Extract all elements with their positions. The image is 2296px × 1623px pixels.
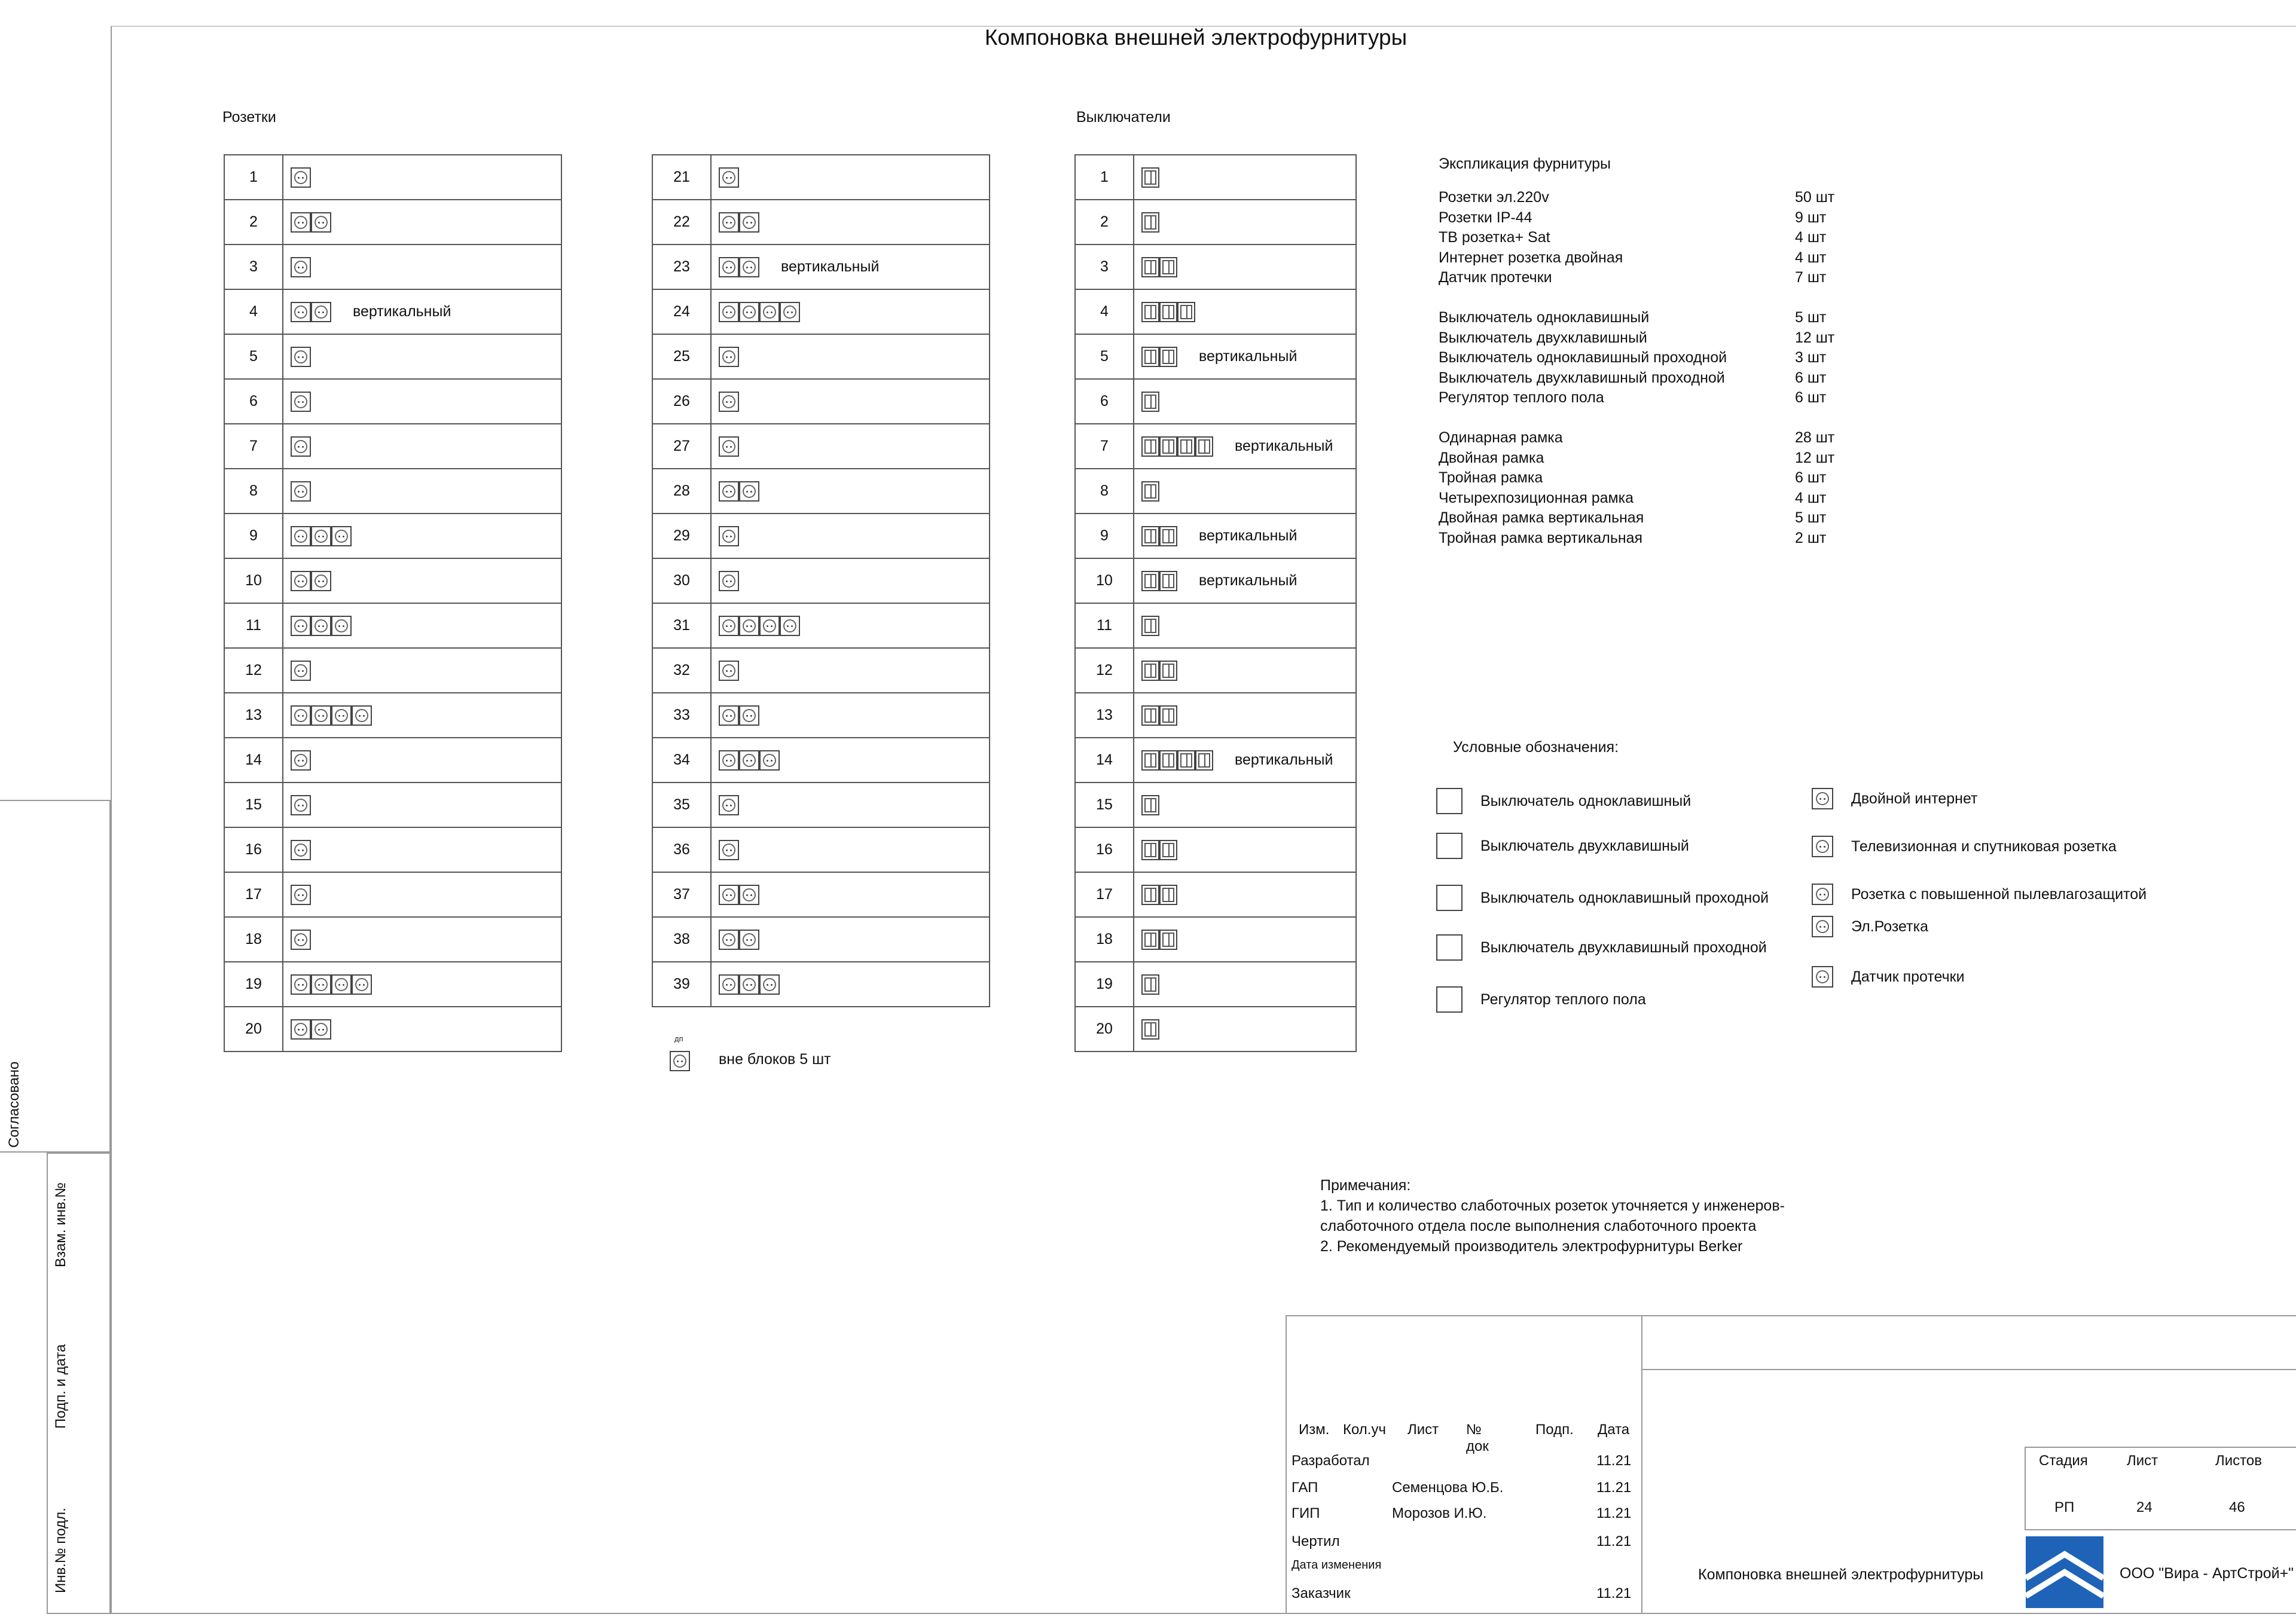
legend-title: Условные обозначения: [1453, 739, 1619, 756]
table-row [224, 424, 561, 469]
explication-item: Розетки IP-44 9 шт [1439, 209, 1827, 226]
row-symbol [283, 469, 561, 514]
switches-table [1074, 154, 1357, 1052]
table-row [1075, 693, 1356, 738]
row-note: вертикальный [1235, 438, 1333, 454]
table-row [652, 783, 990, 827]
stage-label: Стадия [2039, 1453, 2088, 1469]
table-row [224, 1007, 561, 1052]
legend-item: Выключатель двухклавишный [1436, 833, 1689, 859]
table-row [652, 693, 990, 738]
row-number: 14 [224, 738, 283, 783]
doc-title: Компоновка внешней электрофурнитуры [1698, 1566, 1984, 1583]
row-note: вертикальный [1199, 527, 1297, 544]
table-row [652, 514, 990, 558]
table-row [224, 244, 561, 289]
row-symbol [283, 1007, 561, 1052]
row-number: 15 [224, 783, 283, 827]
row-symbol [283, 334, 561, 379]
row-note: вертикальный [1199, 348, 1297, 365]
row-number: 7 [1075, 424, 1134, 469]
table-row [224, 603, 561, 648]
row-symbol [283, 379, 561, 424]
legend-item: Двойной интернет [1812, 788, 1978, 809]
row-symbol [711, 200, 990, 244]
table-row [1075, 424, 1356, 469]
row-symbol [1134, 872, 1356, 917]
table-row [1075, 514, 1356, 558]
row-symbol [711, 783, 990, 827]
row-number: 11 [224, 603, 283, 648]
row-symbol [711, 917, 990, 962]
row-number: 12 [224, 648, 283, 693]
switches-label: Выключатели [1076, 109, 1171, 126]
row-number: 24 [652, 289, 711, 334]
sockets-table-2 [652, 154, 990, 1007]
row-number: 2 [1075, 200, 1134, 244]
table-row [1075, 872, 1356, 917]
row-number: 10 [224, 558, 283, 603]
explication-item: Двойная рамка 12 шт [1439, 449, 1835, 466]
table-row [1075, 962, 1356, 1007]
explication-item: ТВ розетка+ Sat 4 шт [1439, 229, 1827, 246]
row-symbol [711, 424, 990, 469]
row-number: 33 [652, 693, 711, 738]
stage-value: РП [2054, 1499, 2075, 1515]
row-number: 28 [652, 469, 711, 514]
outside-blocks-note: вне блоков 5 шт [719, 1051, 831, 1068]
side-inv-orig: Инв.№ подл. [53, 1508, 69, 1593]
table-row [224, 379, 561, 424]
row-number: 26 [652, 379, 711, 424]
legend-item: Выключатель одноклавишный [1436, 788, 1691, 814]
table-row [652, 244, 990, 289]
company-logo-icon [2026, 1536, 2103, 1608]
row-number: 35 [652, 783, 711, 827]
row-number: 25 [652, 334, 711, 379]
table-row [652, 424, 990, 469]
row-number: 19 [224, 962, 283, 1007]
explication-item: Двойная рамка вертикальная 5 шт [1439, 509, 1827, 526]
row-symbol [283, 558, 561, 603]
table-row [1075, 783, 1356, 827]
row-symbol [1134, 155, 1356, 200]
leak-sensor-icon: дп [670, 1051, 690, 1071]
row-number: 12 [1075, 648, 1134, 693]
company-name: ООО "Вира - АртСтрой+" [2120, 1565, 2294, 1582]
table-row [652, 155, 990, 200]
explication-item: Выключатель одноклавишный 5 шт [1439, 309, 1827, 326]
row-symbol [283, 648, 561, 693]
row-symbol [283, 244, 561, 289]
explication-item: Одинарная рамка 28 шт [1439, 429, 1835, 446]
table-row [652, 827, 990, 872]
explication-item: Выключатель одноклавишный проходной 3 шт [1439, 349, 1827, 366]
row-number: 38 [652, 917, 711, 962]
table-row [1075, 244, 1356, 289]
row-symbol [711, 514, 990, 558]
row-symbol [283, 962, 561, 1007]
sockets-table-1 [224, 154, 562, 1052]
legend-item: Эл.Розетка [1812, 916, 1928, 937]
row-symbol [1134, 244, 1356, 289]
row-number: 1 [224, 155, 283, 200]
table-row [652, 379, 990, 424]
legend-item: Выключатель двухклавишный проходной [1436, 934, 1767, 961]
row-symbol [1134, 558, 1356, 603]
table-row [652, 469, 990, 514]
row-number: 6 [1075, 379, 1134, 424]
row-symbol [711, 693, 990, 738]
side-inv-no: Взам. инв.№ [53, 1182, 69, 1267]
table-row [224, 289, 561, 334]
row-number: 15 [1075, 783, 1134, 827]
row-symbol [711, 558, 990, 603]
row-number: 18 [1075, 917, 1134, 962]
table-row [224, 783, 561, 827]
row-number: 31 [652, 603, 711, 648]
notes-title: Примечания: [1320, 1177, 1411, 1194]
sheets-value: 46 [2229, 1499, 2245, 1515]
note-line-2: слаботочного отдела после выполнения слаботочного проекта [1320, 1218, 1757, 1234]
table-row [652, 289, 990, 334]
row-symbol [283, 424, 561, 469]
row-number: 4 [224, 289, 283, 334]
row-number: 4 [1075, 289, 1134, 334]
row-symbol [283, 155, 561, 200]
row-symbol [1134, 738, 1356, 783]
row-number: 2 [224, 200, 283, 244]
row-number: 37 [652, 872, 711, 917]
table-row [224, 334, 561, 379]
row-symbol [711, 289, 990, 334]
row-symbol [711, 603, 990, 648]
table-row [224, 200, 561, 244]
title-block-top [1641, 1315, 2296, 1370]
table-row [652, 648, 990, 693]
side-sign-date: Подп. и дата [53, 1344, 69, 1429]
table-row [1075, 648, 1356, 693]
row-number: 17 [224, 872, 283, 917]
row-number: 1 [1075, 155, 1134, 200]
row-number: 5 [224, 334, 283, 379]
explication-item: Розетки эл.220v 50 шт [1439, 189, 1835, 206]
table-row [1075, 827, 1356, 872]
table-row [652, 558, 990, 603]
row-symbol [711, 155, 990, 200]
table-row [1075, 558, 1356, 603]
row-symbol [711, 648, 990, 693]
note-line-1: 1. Тип и количество слаботочных розеток уточняется у инженеров- [1320, 1197, 1785, 1214]
row-note: вертикальный [781, 258, 880, 275]
explication-title: Экспликация фурнитуры [1439, 155, 1611, 172]
row-number: 32 [652, 648, 711, 693]
row-symbol [283, 827, 561, 872]
table-row [224, 648, 561, 693]
row-symbol [711, 379, 990, 424]
row-symbol [1134, 693, 1356, 738]
row-symbol [1134, 424, 1356, 469]
row-symbol [711, 738, 990, 783]
row-number: 11 [1075, 603, 1134, 648]
table-row [1075, 738, 1356, 783]
row-number: 8 [224, 469, 283, 514]
row-symbol [283, 872, 561, 917]
legend-item: Выключатель одноклавишный проходной [1436, 885, 1769, 911]
row-number: 39 [652, 962, 711, 1007]
row-number: 7 [224, 424, 283, 469]
row-number: 10 [1075, 558, 1134, 603]
table-row [224, 693, 561, 738]
row-symbol [283, 289, 561, 334]
legend-item: Датчик протечки [1812, 966, 1965, 988]
row-number: 20 [1075, 1007, 1134, 1052]
table-row [652, 603, 990, 648]
table-row [1075, 1007, 1356, 1052]
row-number: 29 [652, 514, 711, 558]
table-row [224, 872, 561, 917]
explication-item: Выключатель двухклавишный 12 шт [1439, 329, 1835, 346]
explication-item: Тройная рамка 6 шт [1439, 469, 1827, 486]
row-number: 20 [224, 1007, 283, 1052]
page-title: Компоновка внешней электрофурнитуры [984, 25, 1407, 50]
row-number: 23 [652, 244, 711, 289]
legend-item: Регулятор теплого пола [1436, 986, 1646, 1013]
row-symbol [283, 738, 561, 783]
row-symbol [1134, 1007, 1356, 1052]
row-symbol [711, 872, 990, 917]
table-row [1075, 334, 1356, 379]
explication-item: Интернет розетка двойная 4 шт [1439, 249, 1827, 266]
table-row [224, 917, 561, 962]
row-number: 8 [1075, 469, 1134, 514]
row-number: 22 [652, 200, 711, 244]
sockets-label: Розетки [222, 109, 276, 126]
table-row [224, 469, 561, 514]
table-row [1075, 200, 1356, 244]
table-row [224, 827, 561, 872]
table-row [1075, 155, 1356, 200]
row-number: 16 [224, 827, 283, 872]
row-symbol [283, 514, 561, 558]
table-row [652, 917, 990, 962]
side-agreed: Согласовано [6, 1061, 22, 1148]
row-symbol [711, 469, 990, 514]
table-row [224, 558, 561, 603]
row-number: 18 [224, 917, 283, 962]
table-row [1075, 289, 1356, 334]
row-symbol [283, 783, 561, 827]
row-number: 3 [1075, 244, 1134, 289]
row-number: 13 [224, 693, 283, 738]
table-row [1075, 379, 1356, 424]
row-number: 21 [652, 155, 711, 200]
row-symbol [1134, 469, 1356, 514]
explication-item: Тройная рамка вертикальная 2 шт [1439, 529, 1827, 546]
table-row [652, 200, 990, 244]
note-line-3: 2. Рекомендуемый производитель электрофурнитуры Berker [1320, 1238, 1743, 1255]
table-row [224, 962, 561, 1007]
row-number: 27 [652, 424, 711, 469]
row-symbol [283, 603, 561, 648]
table-row [652, 738, 990, 783]
row-symbol [1134, 648, 1356, 693]
row-number: 36 [652, 827, 711, 872]
table-row [652, 962, 990, 1007]
row-symbol [1134, 962, 1356, 1007]
table-row [652, 872, 990, 917]
row-number: 17 [1075, 872, 1134, 917]
row-symbol [283, 693, 561, 738]
legend-item: Телевизионная и спутниковая розетка [1812, 836, 2117, 857]
row-number: 13 [1075, 693, 1134, 738]
table-row [1075, 917, 1356, 962]
row-number: 19 [1075, 962, 1134, 1007]
row-symbol [1134, 917, 1356, 962]
explication-item: Выключатель двухклавишный проходной 6 шт [1439, 369, 1827, 386]
explication-item: Четырехпозиционная рамка 4 шт [1439, 489, 1827, 506]
sheet-value: 24 [2136, 1499, 2152, 1515]
table-row [1075, 469, 1356, 514]
row-number: 14 [1075, 738, 1134, 783]
row-symbol [711, 244, 990, 289]
row-note: вертикальный [353, 303, 451, 320]
row-number: 34 [652, 738, 711, 783]
row-symbol [283, 200, 561, 244]
sheets-label: Листов [2215, 1453, 2262, 1469]
row-symbol [1134, 289, 1356, 334]
row-symbol [1134, 334, 1356, 379]
row-number: 5 [1075, 334, 1134, 379]
table-row [224, 155, 561, 200]
row-symbol [711, 334, 990, 379]
row-note: вертикальный [1199, 572, 1297, 589]
row-number: 3 [224, 244, 283, 289]
row-symbol [711, 962, 990, 1007]
legend-item: Розетка с повышенной пылевлагозащитой [1812, 884, 2147, 905]
row-number: 9 [1075, 514, 1134, 558]
notes [1320, 1175, 1785, 1257]
row-symbol [283, 917, 561, 962]
explication-item: Датчик протечки 7 шт [1439, 269, 1827, 286]
row-symbol [1134, 200, 1356, 244]
table-row [224, 514, 561, 558]
row-number: 30 [652, 558, 711, 603]
explication-item: Регулятор теплого пола 6 шт [1439, 389, 1827, 406]
row-symbol [1134, 514, 1356, 558]
row-symbol [1134, 379, 1356, 424]
sheet-label: Лист [2127, 1453, 2158, 1469]
table-row [224, 738, 561, 783]
table-row [1075, 603, 1356, 648]
row-number: 6 [224, 379, 283, 424]
table-row [652, 334, 990, 379]
row-symbol [1134, 827, 1356, 872]
row-symbol [1134, 783, 1356, 827]
row-number: 16 [1075, 827, 1134, 872]
row-symbol [1134, 603, 1356, 648]
row-note: вертикальный [1235, 751, 1333, 768]
row-symbol [711, 827, 990, 872]
row-number: 9 [224, 514, 283, 558]
